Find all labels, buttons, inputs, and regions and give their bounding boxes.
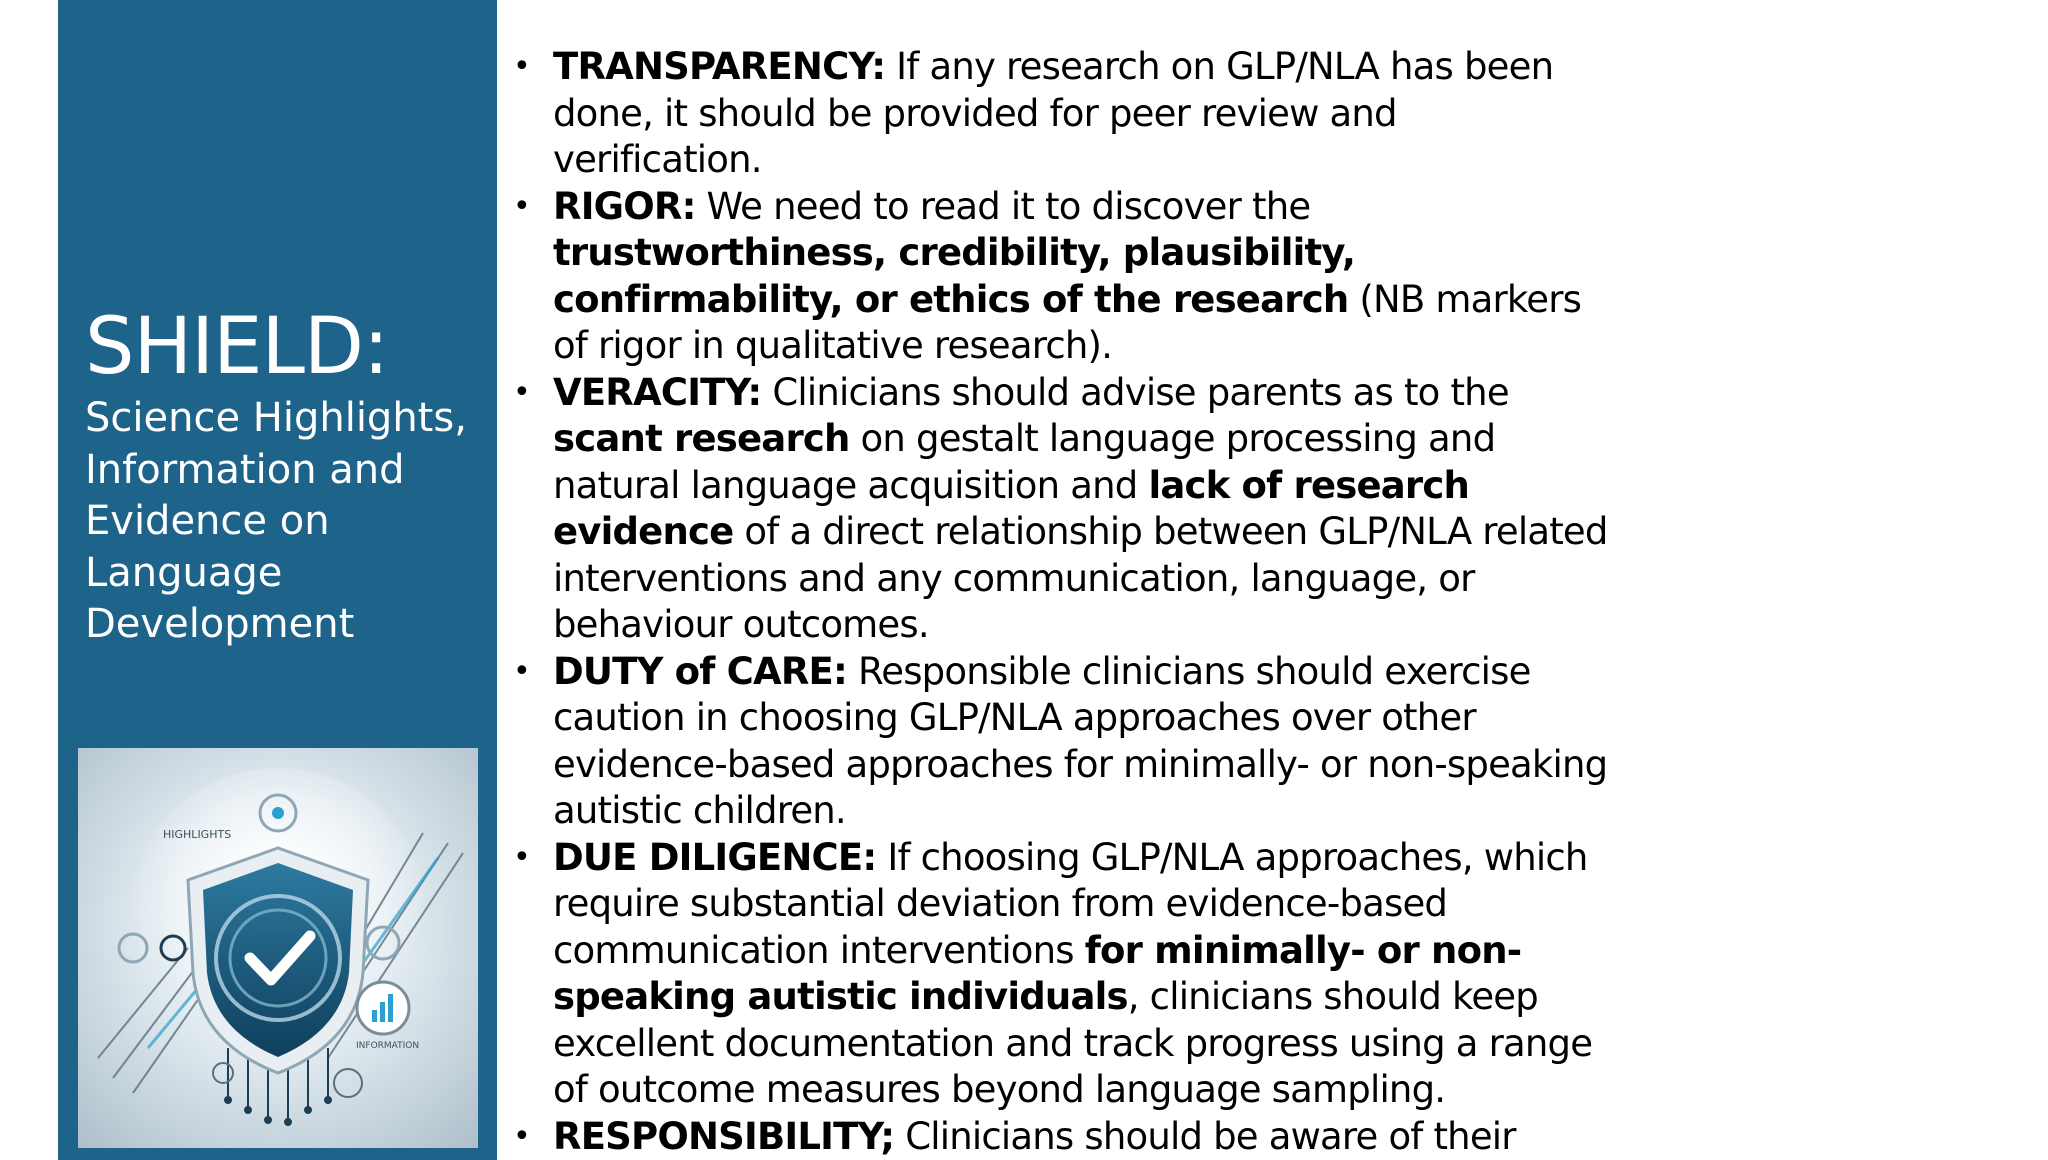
bullet-text: Clinicians should be aware of their	[894, 1115, 1515, 1158]
bullet-term: VERACITY:	[553, 371, 761, 414]
bullet-emphasis: trustworthiness, credibility, plausibility, confirmability, or ethics of the research	[553, 231, 1355, 321]
bullet-text: Responsible clinicians should exercise caution in choosing GLP/NLA approaches over other evidence-based approaches for minimally- or non-speaking autistic children.	[553, 650, 1607, 833]
bullet-term: RIGOR:	[553, 185, 696, 228]
shield-checkmark-icon	[78, 748, 478, 1148]
bullet-rigor	[513, 184, 1613, 370]
slide-subtitle: Science Highlights, Information and Evidence on Language Development	[85, 393, 485, 651]
sidebar-panel	[58, 0, 497, 1160]
bullet-text: Clinicians should advise parents as to the	[761, 371, 1508, 414]
bullet-text: We need to read it to discover the	[696, 185, 1311, 228]
bullet-text: (NB markers of rigor in qualitative research).	[553, 278, 1581, 368]
bullet-duty-of-care	[513, 649, 1613, 835]
bullet-emphasis: for minimally- or non-speaking autistic individuals	[553, 929, 1521, 1019]
bullet-emphasis: scant research	[553, 417, 850, 460]
bullet-term: DUE DILIGENCE:	[553, 836, 876, 879]
bullet-term: DUTY of CARE:	[553, 650, 847, 693]
bullet-term: TRANSPARENCY:	[553, 45, 885, 88]
shield-illustration	[78, 748, 478, 1148]
bullet-text: , clinicians should keep excellent documentation and track progress using a range of outcome measures beyond language sampling.	[553, 975, 1592, 1111]
bullet-veracity	[513, 370, 1613, 649]
bullet-due-diligence	[513, 835, 1613, 1114]
bullet-text: of a direct relationship between GLP/NLA related interventions and any communication, language, or behaviour outcomes.	[553, 510, 1608, 646]
information-label: INFORMATION	[356, 1041, 419, 1051]
bullet-list	[513, 44, 1613, 1160]
bullet-term: RESPONSIBILITY;	[553, 1115, 894, 1158]
highlights-label: HIGHLIGHTS	[163, 828, 231, 841]
bullet-text: If any research on GLP/NLA has been done, it should be provided for peer review and verification.	[553, 45, 1553, 181]
bullet-responsibility	[513, 1114, 1613, 1160]
slide-title: SHIELD:	[85, 302, 485, 392]
bullet-text: If choosing GLP/NLA approaches, which require substantial deviation from evidence-based communication interventions	[553, 836, 1588, 972]
bullet-transparency	[513, 44, 1613, 184]
bullet-text: on gestalt language processing and natural language acquisition and	[553, 417, 1495, 507]
bullet-emphasis: lack of research evidence	[553, 464, 1469, 554]
